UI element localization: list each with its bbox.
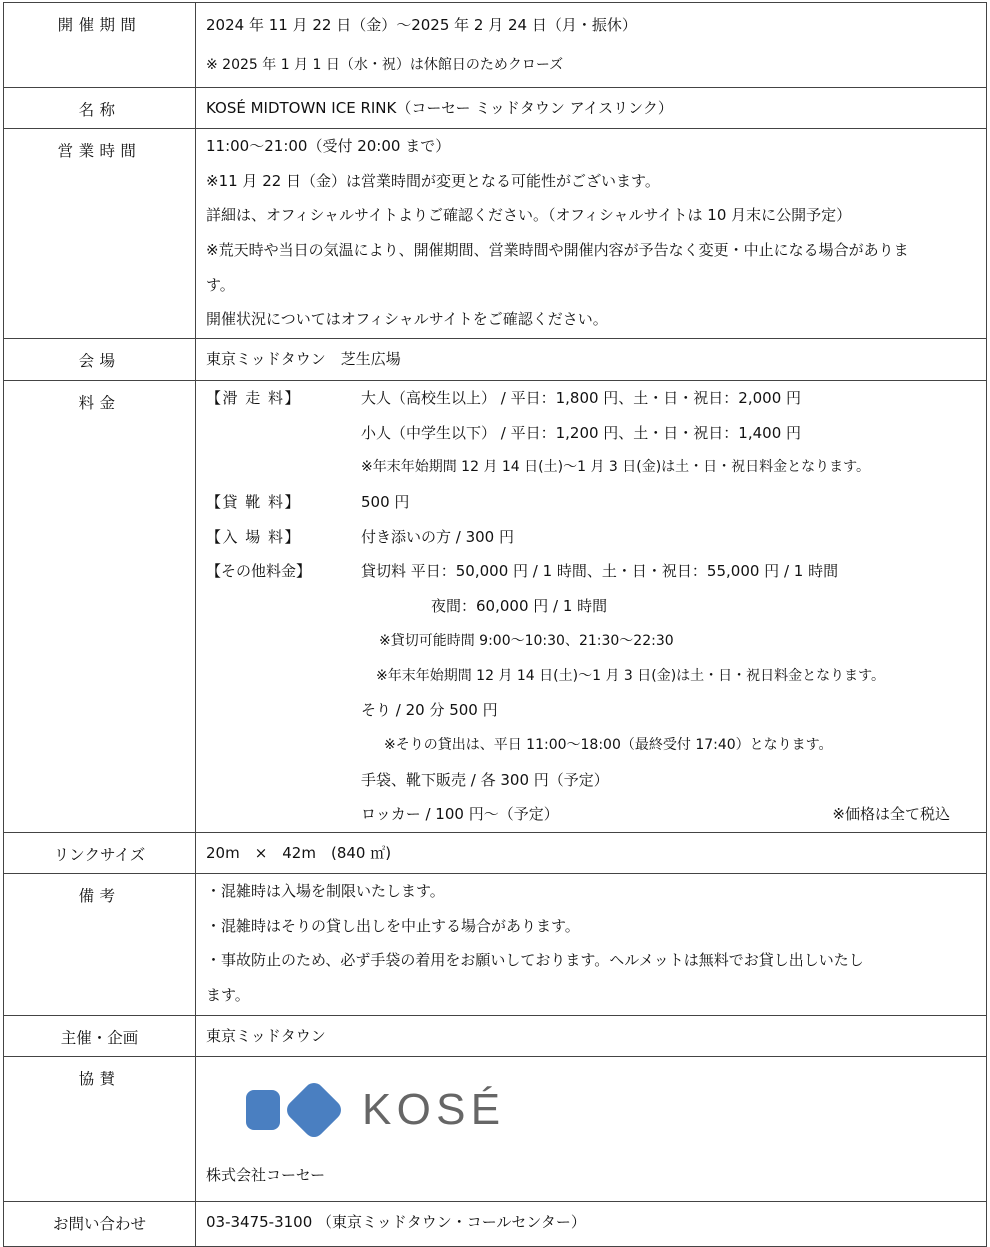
charter-fee: 貸切料 平日：50,000 円 / 1 時間、土・日・祝日：55,000 円 / 1 時間 bbox=[361, 562, 839, 581]
label-organizer: 主催・企画 bbox=[4, 1015, 196, 1056]
locker-fee: ロッカー / 100 円～（予定） bbox=[361, 805, 559, 824]
row-name bbox=[4, 88, 987, 129]
note-line: ・事故防止のため、必ず手袋の着用をお願いしております。ヘルメットは無料でお貸し出しいたし bbox=[206, 951, 864, 970]
label-size: リンクサイズ bbox=[4, 832, 196, 873]
shoes-value: 500 円 bbox=[361, 493, 410, 512]
row-venue bbox=[4, 339, 987, 381]
period-note: ※ 2025 年 1 月 1 日（水・祝）は休館日のためクローズ bbox=[206, 57, 564, 73]
row-organizer bbox=[4, 1015, 987, 1056]
skate-child: 小人（中学生以下） / 平日：1,200 円、土・日・祝日：1,400 円 bbox=[361, 423, 802, 442]
charter-hours: ※貸切可能時間 9:00～10:30、21:30～22:30 bbox=[379, 632, 674, 649]
period-value: 2024 年 11 月 22 日（金）～2025 年 2 月 24 日（月・振休） bbox=[206, 16, 637, 34]
note-line: ・混雑時はそりの貸し出しを中止する場合があります。 bbox=[206, 916, 580, 935]
note-line: ます。 bbox=[206, 986, 250, 1004]
hours-line: 11:00～21:00（受付 20:00 まで） bbox=[206, 137, 451, 155]
skate-label: 【滑 走 料】 bbox=[206, 389, 302, 407]
label-hours: 営業時間 bbox=[4, 129, 196, 339]
label-venue: 会場 bbox=[4, 339, 196, 381]
note-line: ・混雑時は入場を制限いたします。 bbox=[206, 881, 445, 900]
logo-mark-diamond bbox=[283, 1079, 345, 1141]
hours-line: ※荒天時や当日の気温により、開催期間、営業時間や開催内容が予告なく変更・中止になる場合がありま bbox=[206, 241, 909, 260]
size-value: 20m × 42m (840 ㎡) bbox=[206, 843, 392, 862]
row-period bbox=[4, 3, 987, 88]
hours-line: 詳細は、オフィシャルサイトよりご確認ください。（オフィシャルサイトは 10 月末に公開予定） bbox=[206, 206, 852, 225]
charter-night: 夜間：60,000 円 / 1 時間 bbox=[431, 597, 608, 616]
sled-note: ※そりの貸出は、平日 11:00～18:00（最終受付 17:40）となります。 bbox=[384, 736, 833, 753]
venue-value: 東京ミッドタウン 芝生広場 bbox=[206, 350, 401, 368]
label-contact: お問い合わせ bbox=[4, 1201, 196, 1246]
row-hours bbox=[4, 129, 987, 339]
entry-value: 付き添いの方 / 300 円 bbox=[361, 527, 514, 546]
name-value: KOSÉ MIDTOWN ICE RINK（コーセー ミッドタウン アイスリンク） bbox=[206, 99, 673, 117]
kose-logo bbox=[206, 1065, 986, 1155]
row-contact bbox=[4, 1201, 987, 1246]
skate-note: ※年末年始期間 12 月 14 日(土)～1 月 3 日(金)は土・日・祝日料金となります。 bbox=[361, 459, 871, 476]
label-name: 名称 bbox=[4, 88, 196, 129]
logo-wordmark: KOSÉ bbox=[362, 1084, 506, 1134]
sponsor-value: 株式会社コーセー bbox=[206, 1165, 326, 1184]
other-label: 【その他料金】 bbox=[206, 562, 312, 581]
hours-line: 開催状況についてはオフィシャルサイトをご確認ください。 bbox=[206, 310, 608, 329]
hours-line: す。 bbox=[206, 275, 235, 294]
contact-value: 03-3475-3100 （東京ミッドタウン・コールセンター） bbox=[206, 1212, 586, 1231]
organizer-value: 東京ミッドタウン bbox=[206, 1026, 326, 1045]
skate-adult: 大人（高校生以上） / 平日：1,800 円、土・日・祝日：2,000 円 bbox=[361, 389, 802, 407]
charter-note: ※年末年始期間 12 月 14 日(土)～1 月 3 日(金)は土・日・祝日料金となります。 bbox=[376, 667, 886, 684]
label-period: 開催期間 bbox=[4, 3, 196, 88]
row-notes bbox=[4, 873, 987, 1015]
gloves-fee: 手袋、靴下販売 / 各 300 円（予定） bbox=[361, 770, 609, 789]
label-notes: 備考 bbox=[4, 873, 196, 1015]
entry-label: 【入 場 料】 bbox=[206, 527, 302, 546]
tax-note: ※価格は全て税込 bbox=[832, 805, 950, 824]
sled-fee: そり / 20 分 500 円 bbox=[361, 701, 498, 720]
logo-mark-left bbox=[246, 1090, 280, 1130]
row-fees bbox=[4, 381, 987, 833]
event-info-table bbox=[3, 2, 987, 1247]
row-size bbox=[4, 832, 987, 873]
label-fees: 料金 bbox=[4, 381, 196, 833]
label-sponsor: 協賛 bbox=[4, 1056, 196, 1201]
hours-line: ※11 月 22 日（金）は営業時間が変更となる可能性がございます。 bbox=[206, 171, 660, 190]
shoes-label: 【貸 靴 料】 bbox=[206, 493, 302, 512]
row-sponsor bbox=[4, 1056, 987, 1201]
